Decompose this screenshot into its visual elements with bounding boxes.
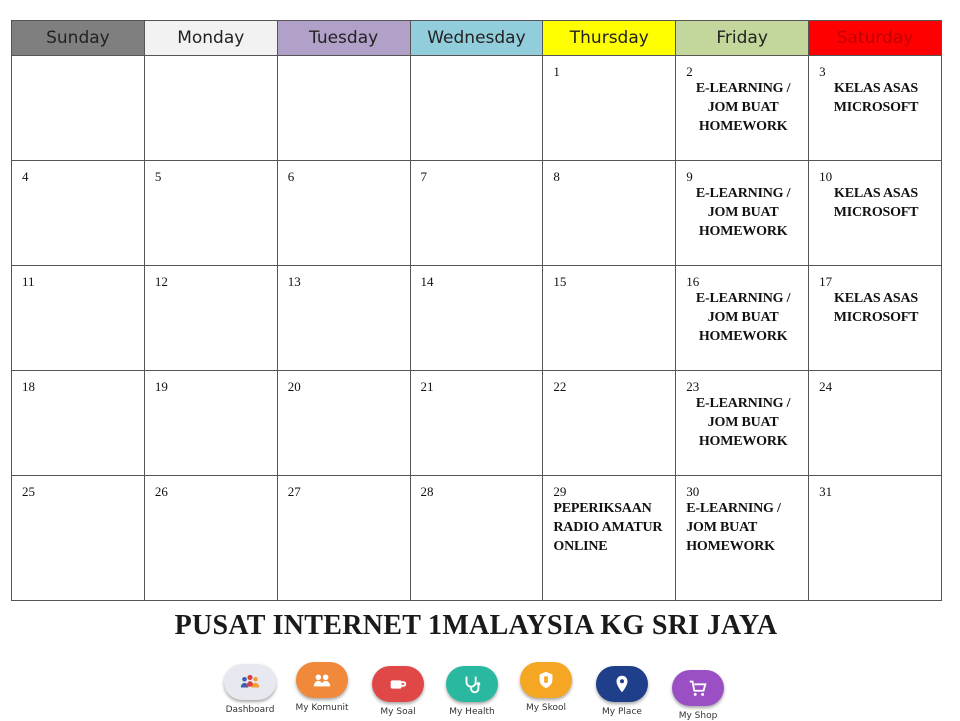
day-cell[interactable] — [809, 476, 942, 601]
day-cell[interactable] — [543, 56, 676, 161]
week-row — [12, 56, 942, 161]
weekday-monday: Monday — [144, 21, 277, 56]
day-number: 12 — [154, 274, 168, 289]
event-label: E-LEARNING / JOM BUAT HOMEWORK — [695, 186, 791, 239]
day-number: 18 — [22, 379, 35, 394]
week-row — [12, 476, 942, 601]
community-icon — [296, 662, 348, 698]
day-number: 22 — [553, 379, 567, 394]
app-bar — [215, 660, 735, 720]
day-cell[interactable] — [676, 476, 809, 601]
day-cell[interactable] — [277, 161, 410, 266]
day-cell[interactable] — [410, 161, 543, 266]
day-cell[interactable] — [12, 476, 145, 601]
app-my-skool[interactable] — [511, 662, 581, 713]
day-cell[interactable] — [410, 266, 543, 371]
app-dashboard[interactable] — [215, 664, 285, 715]
day-number: 31 — [819, 484, 833, 499]
day-number: 16 — [686, 274, 700, 289]
day-cell[interactable] — [676, 161, 809, 266]
coffee-cup-icon — [372, 666, 424, 702]
day-cell[interactable] — [543, 266, 676, 371]
day-number: 30 — [686, 484, 700, 499]
day-number: 5 — [154, 169, 162, 184]
day-cell[interactable] — [12, 266, 145, 371]
day-cell[interactable] — [809, 371, 942, 476]
day-cell[interactable] — [277, 56, 410, 161]
location-pin-icon — [596, 666, 648, 702]
app-my-shop[interactable] — [663, 670, 733, 721]
day-number: 27 — [287, 484, 301, 499]
day-number: 26 — [154, 484, 168, 499]
day-number: 6 — [287, 169, 295, 184]
event-label: KELAS ASAS MICROSOFT — [833, 81, 919, 115]
event-label: E-LEARNING / JOM BUAT HOMEWORK — [695, 291, 791, 344]
day-cell[interactable] — [809, 161, 942, 266]
weekday-thursday: Thursday — [543, 21, 676, 56]
day-number: 8 — [553, 169, 560, 184]
day-number: 25 — [22, 484, 35, 499]
day-cell[interactable] — [809, 56, 942, 161]
day-number: 11 — [22, 274, 35, 289]
app-label: Dashboard — [225, 705, 275, 715]
week-row — [12, 371, 942, 476]
event-label: KELAS ASAS MICROSOFT — [833, 291, 919, 325]
day-number: 4 — [22, 169, 29, 184]
day-number: 13 — [287, 274, 301, 289]
day-cell[interactable] — [12, 56, 145, 161]
page-title: PUSAT INTERNET 1MALAYSIA KG SRI JAYA — [174, 610, 778, 641]
app-my-place[interactable] — [587, 666, 657, 717]
day-number: 10 — [819, 169, 833, 184]
app-my-soal[interactable] — [363, 666, 433, 717]
day-number: 24 — [819, 379, 833, 394]
day-cell[interactable] — [543, 476, 676, 601]
event-label: E-LEARNING / JOM BUAT HOMEWORK — [695, 396, 791, 449]
app-my-health[interactable] — [437, 666, 507, 717]
weekday-tuesday: Tuesday — [277, 21, 410, 56]
day-number: 21 — [420, 379, 434, 394]
day-number: 29 — [553, 484, 567, 499]
day-cell[interactable] — [543, 161, 676, 266]
calendar-body — [12, 56, 942, 601]
day-cell[interactable] — [676, 266, 809, 371]
event-label: KELAS ASAS MICROSOFT — [833, 186, 919, 220]
day-number: 9 — [686, 169, 693, 184]
shield-icon — [520, 662, 572, 698]
day-number: 28 — [420, 484, 434, 499]
day-cell[interactable] — [144, 476, 277, 601]
day-cell[interactable] — [12, 161, 145, 266]
day-number: 1 — [553, 64, 560, 79]
app-label: My Skool — [525, 703, 567, 713]
weekday-sunday: Sunday — [12, 21, 145, 56]
day-number: 3 — [819, 64, 826, 79]
day-cell[interactable] — [277, 476, 410, 601]
day-cell[interactable] — [676, 56, 809, 161]
calendar-table — [11, 20, 942, 601]
event-label: E-LEARNING / JOM BUAT HOMEWORK — [695, 81, 791, 134]
day-cell[interactable] — [676, 371, 809, 476]
event-label: E-LEARNING / JOM BUAT HOMEWORK — [686, 501, 781, 554]
day-number: 19 — [154, 379, 168, 394]
day-cell[interactable] — [144, 56, 277, 161]
day-cell[interactable] — [144, 371, 277, 476]
app-label: My Komunit — [295, 703, 349, 713]
day-number: 15 — [553, 274, 567, 289]
people-group-icon — [224, 664, 276, 700]
week-row — [12, 266, 942, 371]
app-my-komunit[interactable] — [287, 662, 357, 713]
weekday-wednesday: Wednesday — [410, 21, 543, 56]
shopping-cart-icon — [672, 670, 724, 706]
weekday-header-row — [12, 21, 942, 56]
day-number: 23 — [686, 379, 700, 394]
day-cell[interactable] — [410, 476, 543, 601]
app-label: My Health — [449, 707, 495, 717]
weekday-saturday: Saturday — [809, 21, 942, 56]
app-label: My Place — [602, 707, 642, 717]
day-number: 14 — [420, 274, 434, 289]
day-number: 2 — [686, 64, 693, 79]
day-cell[interactable] — [809, 266, 942, 371]
event-label: PEPERIKSAAN RADIO AMATUR ONLINE — [553, 501, 663, 554]
app-label: My Soal — [380, 707, 416, 717]
day-cell[interactable] — [277, 371, 410, 476]
day-number: 17 — [819, 274, 833, 289]
week-row — [12, 161, 942, 266]
day-number: 20 — [287, 379, 301, 394]
day-number: 7 — [420, 169, 428, 184]
day-cell[interactable] — [543, 371, 676, 476]
day-cell[interactable] — [410, 56, 543, 161]
stethoscope-icon — [446, 666, 498, 702]
day-cell[interactable] — [144, 266, 277, 371]
day-cell[interactable] — [12, 371, 145, 476]
day-cell[interactable] — [277, 266, 410, 371]
app-label: My Shop — [678, 711, 718, 721]
weekday-friday: Friday — [676, 21, 809, 56]
day-cell[interactable] — [410, 371, 543, 476]
day-cell[interactable] — [144, 161, 277, 266]
